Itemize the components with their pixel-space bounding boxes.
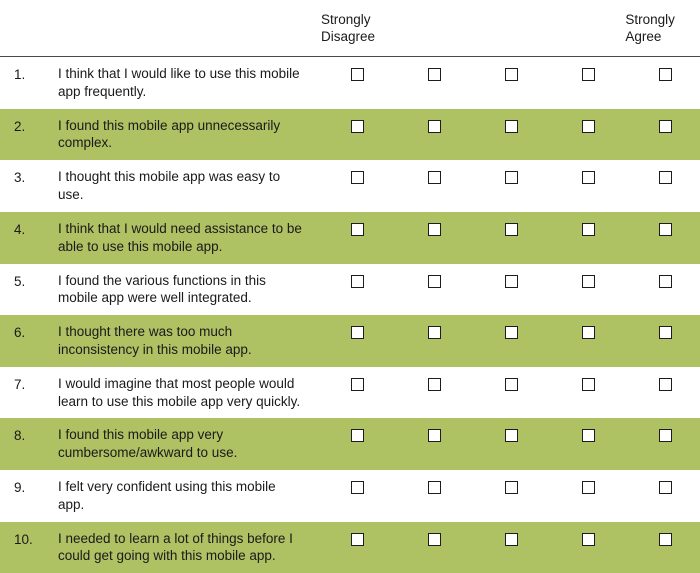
rating-cell[interactable] (546, 57, 623, 109)
item-statement: I found this mobile app unnecessarily complex. (58, 117, 281, 151)
checkbox-icon[interactable] (582, 429, 595, 442)
table-row (0, 212, 700, 264)
checkbox-icon[interactable] (351, 171, 364, 184)
checkbox-icon[interactable] (582, 275, 595, 288)
rating-cell[interactable] (392, 367, 469, 419)
checkbox-icon[interactable] (505, 429, 518, 442)
rating-cell[interactable] (392, 418, 469, 470)
rating-cell[interactable] (546, 418, 623, 470)
table-row (0, 160, 700, 212)
rating-cell[interactable] (392, 264, 469, 316)
checkbox-icon[interactable] (505, 378, 518, 391)
rating-cell[interactable] (623, 57, 700, 109)
item-number: 2. (14, 118, 26, 134)
header-strongly-agree-line1: Strongly (625, 12, 675, 27)
checkbox-icon[interactable] (582, 68, 595, 81)
checkbox-icon[interactable] (351, 120, 364, 133)
checkbox-icon[interactable] (582, 223, 595, 236)
rating-cell[interactable] (546, 109, 623, 161)
checkbox-icon[interactable] (659, 171, 672, 184)
rating-cell[interactable] (319, 160, 392, 212)
rating-cell[interactable] (623, 315, 700, 367)
checkbox-icon[interactable] (659, 275, 672, 288)
rating-cell[interactable] (319, 264, 392, 316)
checkbox-icon[interactable] (428, 481, 441, 494)
item-number: 5. (14, 273, 26, 289)
checkbox-icon[interactable] (428, 429, 441, 442)
header-strongly-disagree (319, 12, 396, 46)
rating-cell[interactable] (623, 109, 700, 161)
item-statement: I thought this mobile app was easy to use. (58, 169, 281, 203)
checkbox-icon[interactable] (351, 223, 364, 236)
table-row (0, 315, 700, 367)
rating-cell[interactable] (469, 367, 546, 419)
rating-cell[interactable] (319, 212, 392, 264)
rating-cell[interactable] (469, 212, 546, 264)
rating-cell[interactable] (392, 160, 469, 212)
rating-cell[interactable] (623, 264, 700, 316)
rating-cell[interactable] (392, 109, 469, 161)
checkbox-icon[interactable] (428, 120, 441, 133)
checkbox-icon[interactable] (428, 533, 441, 546)
checkbox-icon[interactable] (428, 223, 441, 236)
checkbox-icon[interactable] (351, 378, 364, 391)
item-number: 8. (14, 428, 26, 444)
item-statement: I felt very confident using this mobile app. (58, 479, 276, 512)
checkbox-icon[interactable] (428, 326, 441, 339)
questionnaire-rows (0, 57, 700, 573)
item-number: 1. (14, 67, 26, 82)
item-statement: I needed to learn a lot of things before I could get going with this mobile app. (58, 530, 293, 564)
rating-cell[interactable] (469, 160, 546, 212)
checkbox-icon[interactable] (428, 68, 441, 81)
rating-cell[interactable] (546, 212, 623, 264)
item-statement: I thought there was too much inconsistency in this mobile app. (58, 324, 252, 357)
checkbox-icon[interactable] (505, 275, 518, 288)
rating-cell[interactable] (319, 367, 392, 419)
rating-cell[interactable] (623, 212, 700, 264)
checkbox-icon[interactable] (505, 68, 518, 81)
table-row (0, 522, 700, 573)
header-strongly-agree-line2: Agree (625, 28, 662, 44)
checkbox-icon[interactable] (659, 120, 672, 133)
rating-cell[interactable] (623, 470, 700, 522)
rating-cell[interactable] (392, 522, 469, 573)
rating-cell[interactable] (623, 418, 700, 470)
checkbox-icon[interactable] (659, 378, 672, 391)
checkbox-icon[interactable] (582, 326, 595, 339)
checkbox-icon[interactable] (505, 223, 518, 236)
checkbox-icon[interactable] (505, 533, 518, 546)
rating-cell[interactable] (469, 264, 546, 316)
checkbox-icon[interactable] (659, 68, 672, 81)
checkbox-icon[interactable] (659, 481, 672, 494)
checkbox-icon[interactable] (505, 481, 518, 494)
rating-cell[interactable] (546, 315, 623, 367)
rating-cell[interactable] (469, 470, 546, 522)
rating-cell[interactable] (392, 470, 469, 522)
header-strongly-disagree-line1: Strongly (321, 12, 371, 27)
item-statement: I found this mobile app very cumbersome/awkward to use. (58, 427, 238, 461)
item-number: 9. (14, 480, 26, 495)
table-row (0, 367, 700, 419)
checkbox-icon[interactable] (582, 481, 595, 494)
item-statement: I would imagine that most people would learn to use this mobile app very quickly. (58, 375, 301, 409)
checkbox-icon[interactable] (428, 171, 441, 184)
scale-header (0, 0, 700, 56)
checkbox-icon[interactable] (659, 326, 672, 339)
item-number: 3. (14, 170, 26, 186)
checkbox-icon[interactable] (428, 378, 441, 391)
rating-cell[interactable] (623, 522, 700, 573)
rating-cell[interactable] (469, 522, 546, 573)
item-statement: I think that I would like to use this mobile app frequently. (58, 66, 300, 99)
checkbox-icon[interactable] (351, 68, 364, 81)
rating-cell[interactable] (469, 315, 546, 367)
item-number: 6. (14, 325, 26, 341)
rating-cell[interactable] (319, 418, 392, 470)
checkbox-icon[interactable] (351, 326, 364, 339)
checkbox-icon[interactable] (351, 533, 364, 546)
rating-cell[interactable] (319, 57, 392, 109)
rating-cell[interactable] (623, 367, 700, 419)
rating-cell[interactable] (319, 315, 392, 367)
checkbox-icon[interactable] (505, 120, 518, 133)
checkbox-icon[interactable] (428, 275, 441, 288)
rating-cell[interactable] (546, 522, 623, 573)
item-statement: I found the various functions in this mobile app were well integrated. (58, 272, 266, 306)
table-row (0, 57, 700, 109)
item-number: 4. (14, 221, 26, 237)
table-row (0, 264, 700, 316)
rating-cell[interactable] (319, 109, 392, 161)
rating-cell[interactable] (319, 470, 392, 522)
checkbox-icon[interactable] (582, 120, 595, 133)
checkbox-icon[interactable] (659, 429, 672, 442)
rating-cell[interactable] (546, 264, 623, 316)
checkbox-icon[interactable] (582, 378, 595, 391)
header-strongly-agree (619, 12, 700, 46)
checkbox-icon[interactable] (505, 326, 518, 339)
header-strongly-disagree-line2: Disagree (321, 28, 376, 44)
rating-cell[interactable] (469, 418, 546, 470)
checkbox-icon[interactable] (659, 533, 672, 546)
rating-cell[interactable] (469, 57, 546, 109)
rating-cell[interactable] (392, 57, 469, 109)
checkbox-icon[interactable] (351, 429, 364, 442)
rating-cell[interactable] (546, 470, 623, 522)
table-row (0, 470, 700, 522)
rating-cell[interactable] (392, 315, 469, 367)
table-row (0, 418, 700, 470)
rating-cell[interactable] (546, 367, 623, 419)
rating-cell[interactable] (392, 212, 469, 264)
rating-cell[interactable] (319, 522, 392, 573)
item-statement: I think that I would need assistance to be able to use this mobile app. (58, 220, 302, 254)
checkbox-icon[interactable] (582, 171, 595, 184)
checkbox-icon[interactable] (351, 481, 364, 494)
item-number: 10. (14, 531, 33, 547)
rating-cell[interactable] (623, 160, 700, 212)
checkbox-icon[interactable] (659, 223, 672, 236)
checkbox-icon[interactable] (582, 533, 595, 546)
table-row (0, 109, 700, 161)
rating-cell[interactable] (469, 109, 546, 161)
checkbox-icon[interactable] (505, 171, 518, 184)
checkbox-icon[interactable] (351, 275, 364, 288)
rating-cell[interactable] (546, 160, 623, 212)
item-number: 7. (14, 376, 26, 392)
